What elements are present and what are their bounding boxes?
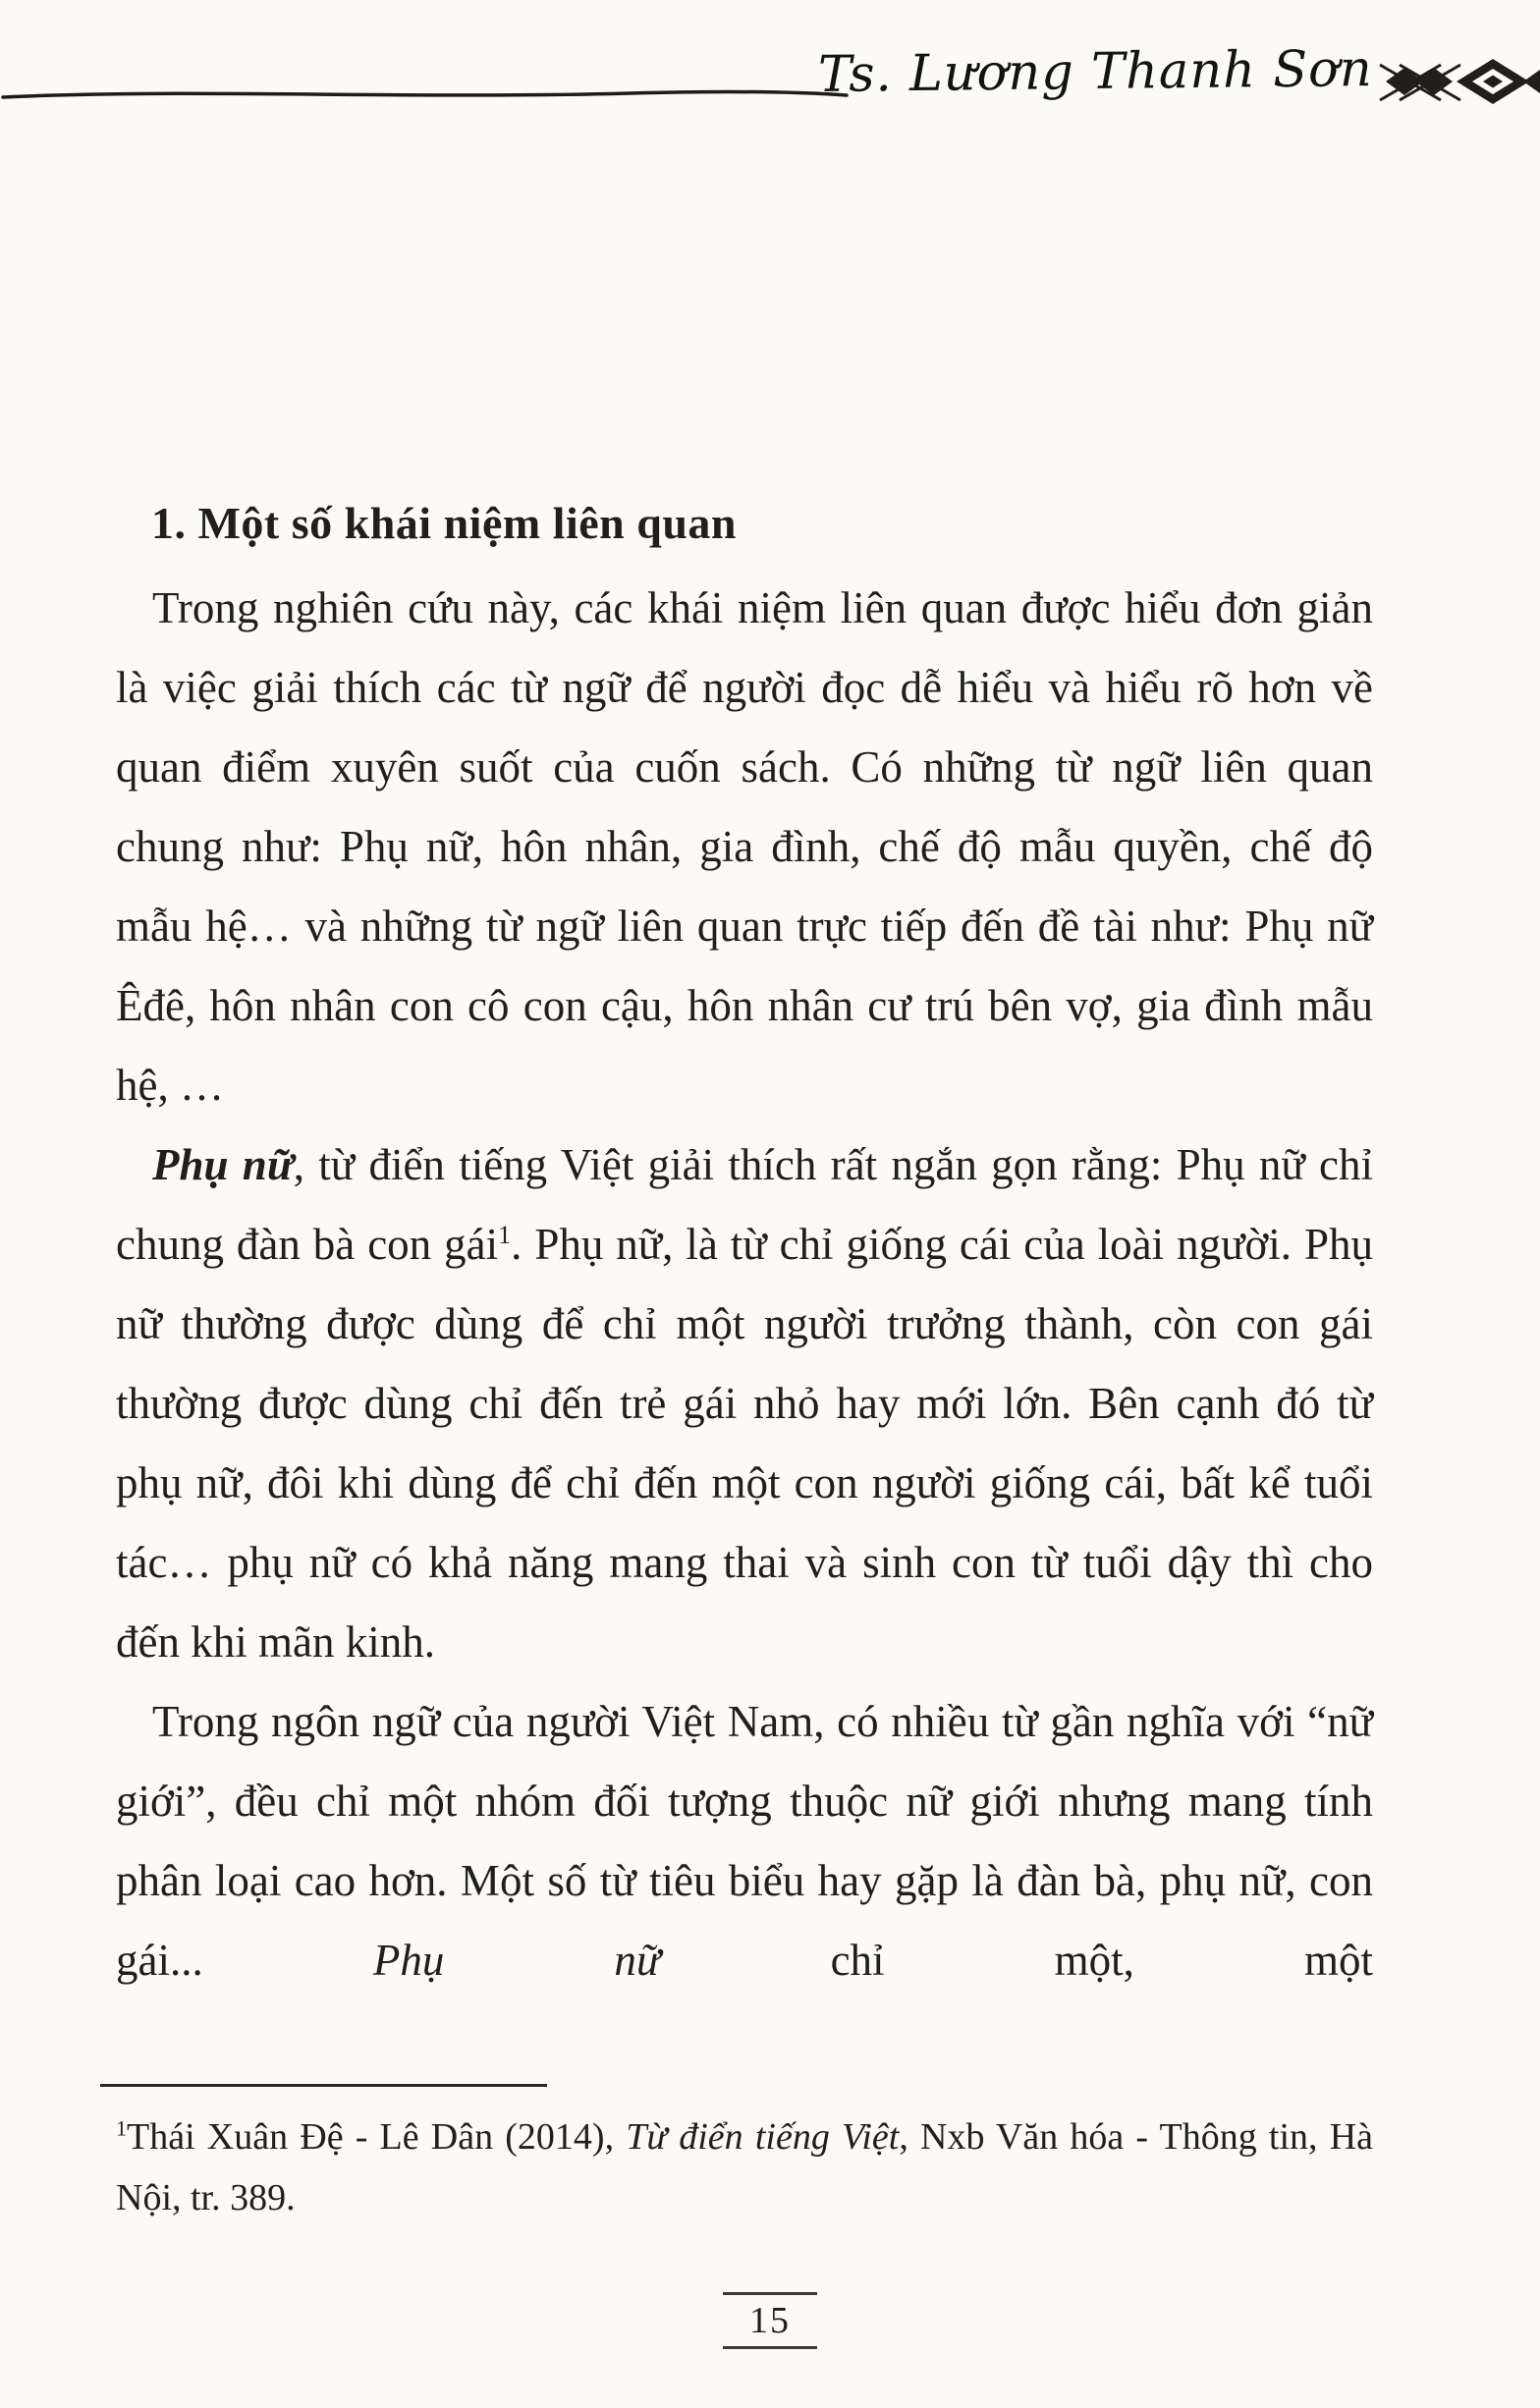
text-segment: Trong ngôn ngữ của người Việt Nam, có nhiều từ gần nghĩa với “nữ giới”, đều chỉ một nhóm đối tượng thuộc nữ giới nhưng mang tính phân loại cao hơn. Một số từ tiêu biểu hay gặp là đàn bà, phụ nữ, con gái... [116,1697,1373,1985]
text-segment: Trong nghiên cứu này, các khái niệm liên quan được hiểu đơn giản là việc giải thích các từ ngữ để người đọc dễ hiểu và hiểu rõ hơn về quan điểm xuyên suốt của cuốn sách. Có những từ ngữ liên quan chung như: Phụ nữ, hôn nhân, gia đình, chế độ mẫu quyền, chế độ mẫu hệ… và những từ ngữ liên quan trực tiếp đến đề tài như: Phụ nữ Êđê, hôn nhân con cô con cậu, hôn nhân cư trú bên vợ, gia đình mẫu hệ, … [116,583,1373,1110]
text-segment: chỉ một, một [660,1936,1373,1985]
page-number-rule-bottom [723,2346,817,2349]
section-heading: 1. Một số khái niệm liên quan [151,498,737,548]
footnote-reference: 1 [116,2115,128,2141]
text-segment: Thái Xuân Đệ - Lê Dân (2014), [127,2116,627,2158]
footnote-reference: 1 [498,1221,512,1249]
text-segment: Phụ nữ [372,1936,661,1985]
author-signature: Ts. Lương Thanh Sơn [818,40,1374,104]
text-segment: . Phụ nữ, là từ chỉ giống cái của loài người. Phụ nữ thường được dùng để chỉ một người trưởng thành, còn con gái thường được dùng chỉ đến trẻ gái nhỏ hay mới lớn. Bên cạnh đó từ phụ nữ, đôi khi dùng để chỉ đến một con người giống cái, bất kể tuổi tác… phụ nữ có khả năng mang thai và sinh con từ tuổi dậy thì cho đến khi mãn kinh. [116,1220,1373,1667]
text-segment: Từ điển tiếng Việt [626,2116,900,2158]
page-number-value: 15 [749,2300,791,2341]
paragraph [116,569,1373,1125]
footnote-block [116,2084,1373,2228]
page-number [0,2292,1540,2349]
footnote-text [116,2107,1373,2228]
footnote-rule [100,2084,547,2087]
page-body [116,483,1373,2000]
paragraph [116,1125,1373,1682]
paragraph [116,1682,1373,2000]
text-segment: , từ điển tiếng Việt giải thích rất ngắn gọn rằng: Phụ nữ chỉ chung đàn bà con gái [116,1140,1373,1269]
paragraphs [116,569,1373,2000]
text-segment: , Nxb Văn hóa - Thông tin, Hà Nội, tr. 389. [116,2116,1374,2218]
page-number-rule-top [723,2292,817,2295]
header-rule [0,84,850,106]
header-ornament-icon [1378,55,1540,108]
text-segment: Phụ nữ [152,1140,294,1189]
